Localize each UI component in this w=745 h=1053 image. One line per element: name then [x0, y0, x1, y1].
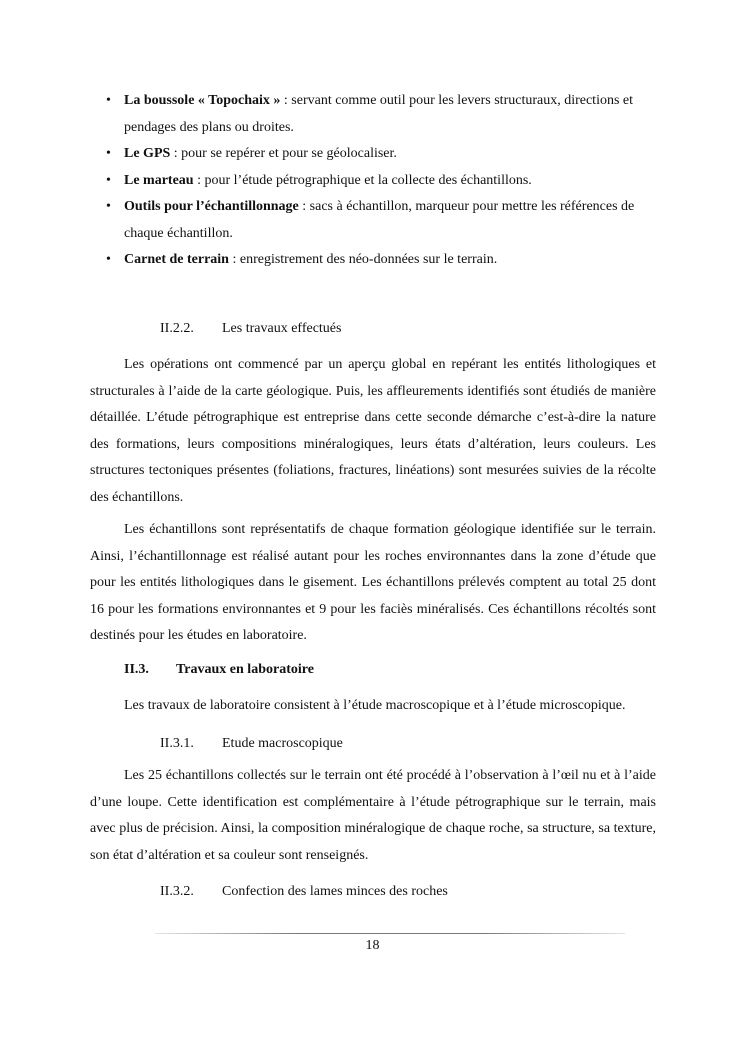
paragraph-lab-intro: Les travaux de laboratoire consistent à l’étude macroscopique et à l’étude microscopique. [124, 698, 626, 713]
bullet-icon: • [106, 93, 111, 108]
list-item [92, 247, 658, 274]
list-item [92, 168, 658, 195]
list-item-term: La boussole « Topochaix » [124, 93, 281, 108]
paragraph-macroscopic: Les 25 échantillons collectés sur le terrain ont été procédé à l’observation à l’œil nu et à l’aide d’une loupe. Cette identification est complémentaire à l’étude pétrographique sur le terrain, mais avec plus de précision. Ainsi, la composition minéralogique de chaque roche, sa structure, sa texture, son état d’altération et sa couleur sont renseignés. [90, 768, 656, 863]
list-item-text: : pour se repérer et pour se géolocaliser. [170, 146, 397, 161]
footer-divider [155, 933, 625, 934]
list-item-term: Carnet de terrain [124, 252, 229, 267]
list-item [92, 88, 658, 141]
subsection-heading-2-3-1 [160, 734, 343, 754]
subsection-title: Etude macroscopique [222, 736, 343, 751]
subsection-heading-2-2-2 [160, 319, 341, 339]
list-item-text: : servant comme outil pour les levers structuraux, directions et pendages des plans ou droites. [124, 93, 634, 135]
subsection-heading-2-3-2 [160, 882, 448, 902]
equipment-list [92, 88, 658, 274]
subsection-title: Confection des lames minces des roches [222, 884, 448, 899]
paragraph-samples: Les échantillons sont représentatifs de chaque formation géologique identifiée sur le terrain. Ainsi, l’échantillonnage est réalisé autant pour les roches environnantes dans la zone d’étude que pour les entités lithologiques dans le gisement. Les échantillons prélevés comptent au total 25 dont 16 pour les formations environnantes et 9 pour les faciès minéralisés. Ces échantillons récoltés sont destinés pour les études en laboratoire. [90, 522, 656, 643]
paragraph-operations: Les opérations ont commencé par un aperçu global en repérant les entités lithologiques et structurales à l’aide de la carte géologique. Puis, les affleurements identifiés sont étudiés de manière détaillée. L’étude pétrographique est entreprise dans cette seconde démarche c’est-à-dire la nature des formations, leurs compositions minéralogiques, leurs états d’altération, leurs couleurs. Les structures tectoniques présentes (foliations, fractures, linéations) sont mesurées suivies de la récolte des échantillons. [90, 357, 656, 505]
bullet-icon: • [106, 252, 111, 267]
list-item [92, 141, 658, 168]
list-item-term: Outils pour l’échantillonnage [124, 199, 299, 214]
section-title: Travaux en laboratoire [176, 662, 314, 677]
subsection-number: II.3.2. [160, 884, 194, 899]
list-item-text: : sacs à échantillon, marqueur pour mettre les références de chaque échantillon. [124, 199, 635, 241]
list-item-text: : pour l’étude pétrographique et la collecte des échantillons. [193, 172, 532, 188]
list-item-term: Le marteau [124, 172, 194, 188]
page-number: 18 [365, 938, 380, 953]
bullet-icon: • [106, 199, 111, 214]
section-number: II.3. [124, 662, 149, 677]
list-item-term: Le GPS [124, 146, 171, 161]
bullet-icon: • [106, 146, 111, 161]
list-item-text: : enregistrement des néo-données sur le terrain. [228, 252, 498, 267]
section-heading-2-3 [124, 660, 314, 680]
list-item [92, 194, 658, 247]
subsection-title: Les travaux effectués [222, 321, 342, 336]
subsection-number: II.3.1. [160, 736, 194, 751]
subsection-number: II.2.2. [160, 321, 194, 336]
bullet-icon: • [106, 172, 111, 188]
